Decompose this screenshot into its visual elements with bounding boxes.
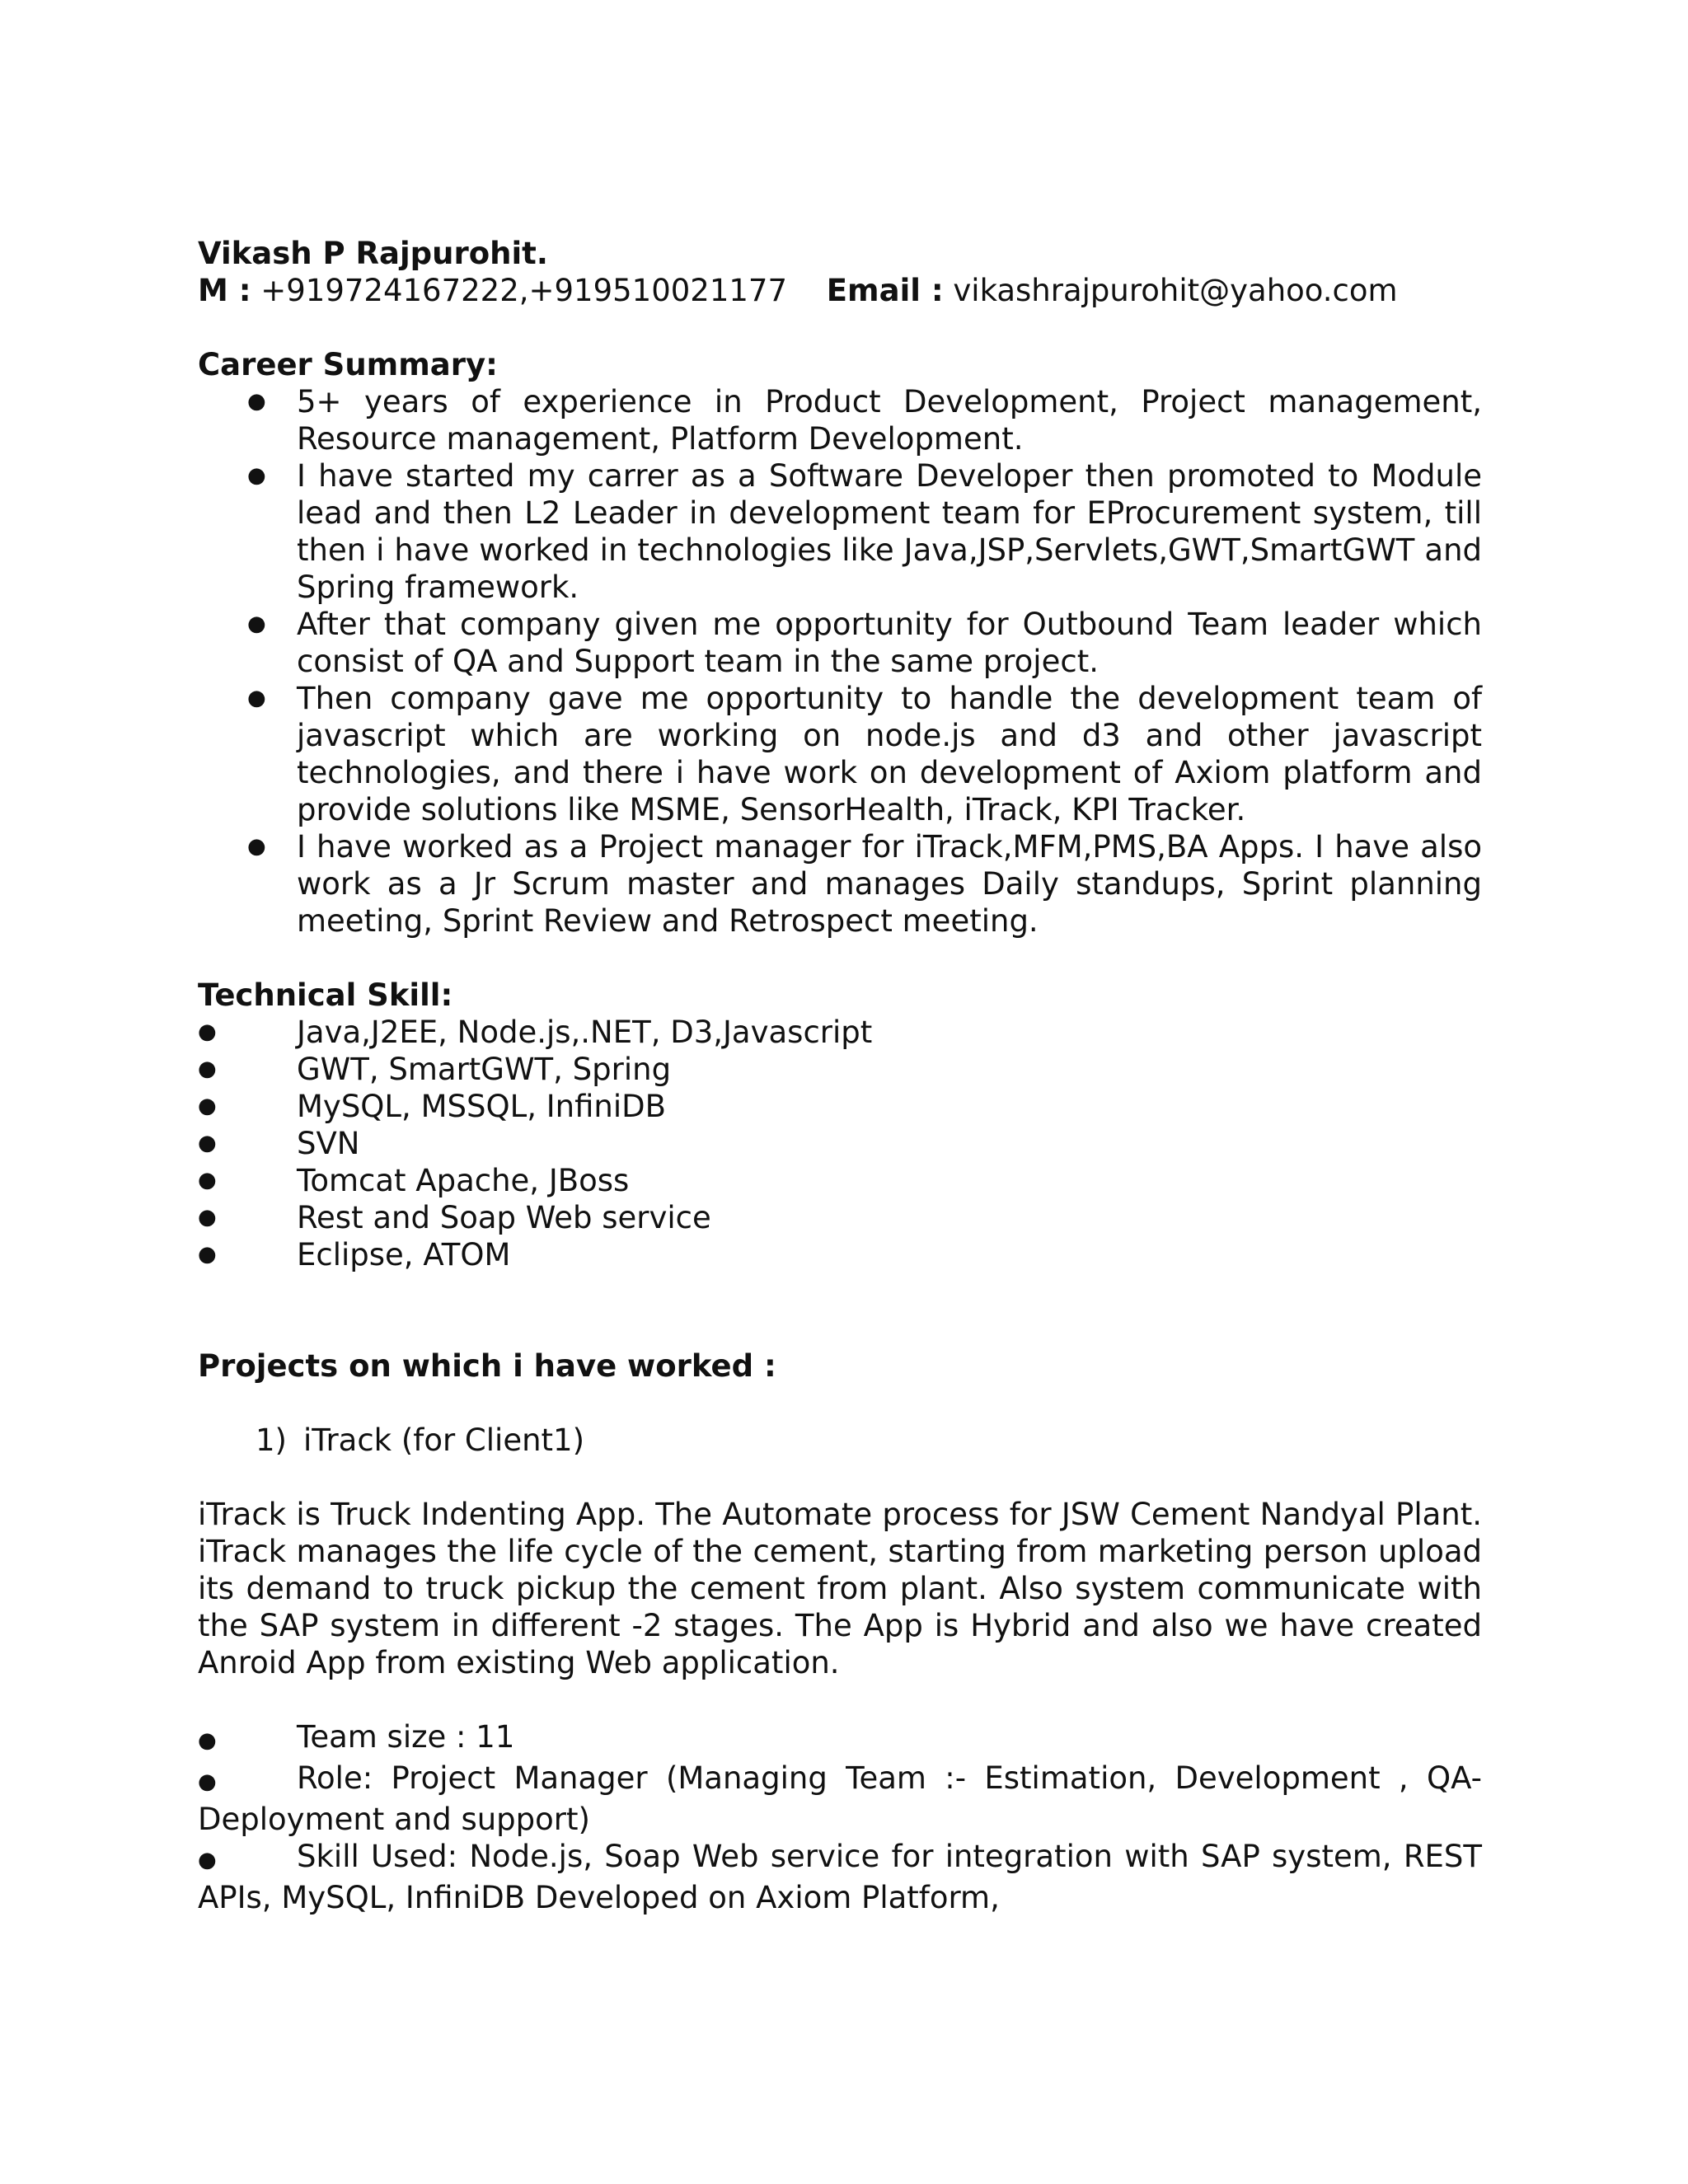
- list-item: [198, 828, 1482, 940]
- list-item: [198, 383, 1482, 457]
- list-item: [198, 1125, 1482, 1162]
- list-item-text: Java,J2EE, Node.js,.NET, D3,Javascript: [297, 1015, 873, 1050]
- bullet-icon: ●: [247, 834, 266, 859]
- list-item: [198, 606, 1482, 680]
- list-item-text: Team size : 11: [297, 1719, 515, 1755]
- bullet-icon: ●: [247, 389, 266, 414]
- bullet-icon: ●: [198, 1019, 217, 1044]
- projects-heading: Projects on which i have worked :: [198, 1348, 776, 1384]
- list-item: [198, 1199, 1482, 1236]
- list-item: [198, 1236, 1482, 1273]
- project-number: 1): [256, 1422, 287, 1458]
- spacer: [198, 309, 1482, 346]
- bullet-icon: ●: [247, 612, 266, 636]
- list-item-text: 5+ years of experience in Product Development, Project management, Resource management, Platform Development.: [297, 384, 1482, 457]
- list-item-text: After that company given me opportunity for Outbound Team leader which consist of QA and Support team in the same project.: [297, 607, 1482, 679]
- bullet-icon: ●: [198, 1094, 217, 1118]
- list-item: [198, 1162, 1482, 1199]
- career-summary-heading: Career Summary:: [198, 347, 498, 382]
- bullet-icon: ●: [198, 1168, 217, 1193]
- spacer: [198, 1273, 1482, 1347]
- email-value: vikashrajpurohit@yahoo.com: [953, 273, 1398, 308]
- bullet-icon: ●: [198, 1131, 217, 1155]
- bullet-icon: ●: [247, 686, 266, 710]
- list-item-text: MySQL, MSSQL, InfiniDB: [297, 1089, 666, 1124]
- spacer: [198, 1385, 1482, 1422]
- career-summary-list: [198, 383, 1482, 940]
- list-item: [198, 1051, 1482, 1088]
- spacer: [198, 1459, 1482, 1496]
- candidate-name: Vikash P Rajpurohit.: [198, 236, 548, 271]
- list-item-text: Role: Project Manager (Managing Team :- Estimation, Development , QA-Deployment and support): [198, 1760, 1482, 1837]
- project-title: iTrack (for Client1): [303, 1422, 585, 1458]
- spacer: [198, 1681, 1482, 1718]
- mobile-value: +919724167222,+919510021177: [260, 273, 788, 308]
- email-label: Email :: [826, 273, 944, 308]
- technical-skill-heading: Technical Skill:: [198, 977, 453, 1013]
- list-item: [198, 1838, 1482, 1916]
- bullet-icon: ●: [247, 463, 266, 488]
- resume-content: [198, 235, 1482, 1916]
- list-item-text: Skill Used: Node.js, Soap Web service for integration with SAP system, REST APIs, MySQL, InfiniDB Developed on Axiom Platform,: [198, 1839, 1482, 1915]
- list-item-text: SVN: [297, 1126, 360, 1161]
- bullet-icon: ●: [198, 1242, 217, 1267]
- contact-line: [198, 272, 1482, 309]
- list-item-text: I have worked as a Project manager for iTrack,MFM,PMS,BA Apps. I have also work as a Jr Scrum master and manages Daily standups, Sprint planning meeting, Sprint Review and Retrospect meeting.: [297, 829, 1482, 939]
- bullet-icon: ●: [198, 1728, 217, 1753]
- list-item-text: Then company gave me opportunity to handle the development team of javascript which are working on node.js and d3 and other javascript technologies, and there i have work on development of Axiom platform and provide solutions like MSME, SensorHealth, iTrack, KPI Tracker.: [297, 681, 1482, 827]
- list-item: [198, 1718, 1482, 1760]
- list-item-text: GWT, SmartGWT, Spring: [297, 1052, 672, 1087]
- list-item: [198, 457, 1482, 606]
- bullet-icon: ●: [198, 1848, 217, 1872]
- list-item-text: Rest and Soap Web service: [297, 1200, 711, 1235]
- mobile-label: M :: [198, 273, 251, 308]
- list-item: [198, 1088, 1482, 1125]
- list-item: [198, 680, 1482, 828]
- project-details-list: [198, 1718, 1482, 1916]
- bullet-icon: ●: [198, 1769, 217, 1794]
- project-title-line: [198, 1422, 1482, 1459]
- bullet-icon: ●: [198, 1057, 217, 1081]
- technical-skill-list: [198, 1014, 1482, 1273]
- list-item-text: Eclipse, ATOM: [297, 1237, 511, 1272]
- list-item-text: Tomcat Apache, JBoss: [297, 1163, 630, 1198]
- list-item-text: I have started my carrer as a Software Developer then promoted to Module lead and then L2 Leader in development team for EProcurement system, till then i have worked in technologies like Java,JSP,Servlets,GWT,SmartGWT and Spring framework.: [297, 458, 1482, 605]
- spacer: [198, 940, 1482, 977]
- bullet-icon: ●: [198, 1205, 217, 1230]
- list-item: [198, 1014, 1482, 1051]
- list-item: [198, 1760, 1482, 1838]
- project-description: iTrack is Truck Indenting App. The Automate process for JSW Cement Nandyal Plant. iTrack manages the life cycle of the cement, starting from marketing person upload its demand to truck pickup the cement from plant. Also system communicate with the SAP system in different -2 stages. The App is Hybrid and also we have created Anroid App from existing Web application.: [198, 1497, 1482, 1680]
